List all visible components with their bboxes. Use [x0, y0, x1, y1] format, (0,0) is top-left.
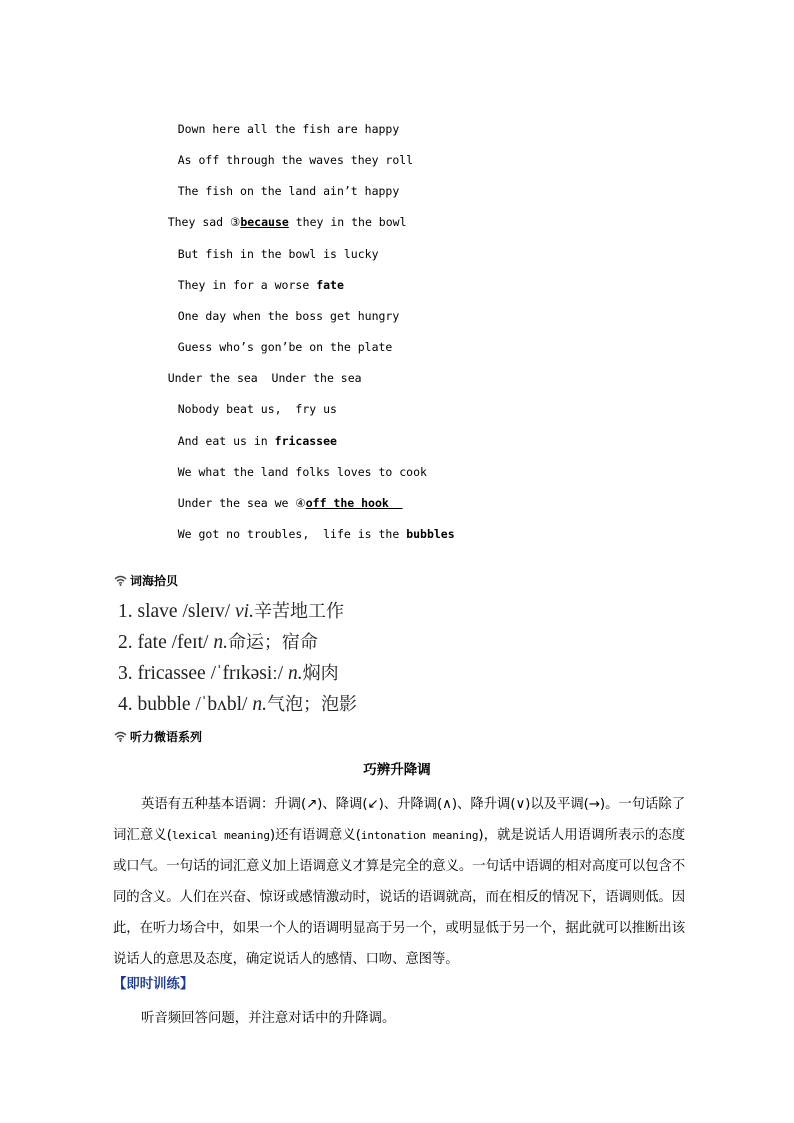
lyric-line: One day when the boss get hungry	[177, 309, 400, 323]
lyric-line: And eat us in fricassee	[177, 434, 337, 448]
lyric-line: Down here all the fish are happy	[177, 122, 400, 136]
wifi-icon	[114, 575, 127, 586]
keyword-bubbles: bubbles	[406, 527, 455, 541]
lyric-line: They sad ③because they in the bowl	[167, 215, 407, 229]
lyric-line: We got no troubles, life is the bubbles	[177, 527, 455, 541]
section-header-vocab	[114, 572, 178, 588]
training-label: 【即时训练】	[113, 977, 194, 992]
keyword-fricassee: fricassee	[274, 434, 337, 448]
lyric-line: We what the land folks loves to cook	[177, 465, 427, 479]
lyric-line: They in for a worse fate	[177, 278, 344, 292]
lyric-line: Nobody beat us, fry us	[177, 402, 337, 416]
lyric-line: Under the sea we ④off the hook	[177, 496, 403, 510]
lyric-line: But fish in the bowl is lucky	[177, 247, 379, 261]
vocab-item: 2. fate /feɪt/ n.命运；宿命	[118, 632, 318, 653]
section-header-listening	[114, 728, 202, 744]
instruction-text: 听音频回答问题，并注意对话中的升降调。	[141, 1011, 396, 1026]
vocab-item: 3. fricassee /ˈfrɪkəsiː/ n.焖肉	[118, 663, 339, 684]
vocab-item: 4. bubble /ˈbʌbl/ n.气泡；泡影	[118, 694, 357, 715]
lyric-line: Guess who’s gon’be on the plate	[177, 340, 393, 354]
vocab-list	[118, 596, 357, 720]
lyric-line: The fish on the land ain’t happy	[177, 184, 400, 198]
keyword-off-the-hook: off the hook	[305, 496, 403, 510]
article-title: 巧辨升降调	[363, 762, 431, 778]
keyword-because: because	[240, 215, 289, 229]
article-paragraph: 英语有五种基本语调：升调(↗)、降调(↙)、升降调(∧)、降升调(∨)以及平调(→)。一句话除了词汇意义(lexical meaning)还有语调意义(intonation meaning)，就是说话人用语调所表示的态度或口气。一句话的词汇意义加上语调意义才算是完全的意义。一句话中语调的相对高度可以包含不同的含义。人们在兴奋、惊讶或感情激动时，说话的语调就高，而在相反的情况下，语调则低。因此，在听力场合中，如果一个人的语调明显高于另一个，或明显低于另一个，据此就可以推断出该说话人的意思及态度，确定说话人的感情、口吻、意图等。	[113, 797, 685, 967]
lyric-line: Under the sea Under the sea	[167, 371, 362, 385]
section-title: 听力微语系列	[130, 729, 203, 744]
keyword-fate: fate	[316, 278, 344, 292]
wifi-icon	[114, 731, 127, 742]
lyric-line: As off through the waves they roll	[177, 153, 414, 167]
section-title: 词海拾贝	[130, 573, 179, 588]
vocab-item: 1. slave /sleɪv/ vi.辛苦地工作	[118, 601, 344, 622]
